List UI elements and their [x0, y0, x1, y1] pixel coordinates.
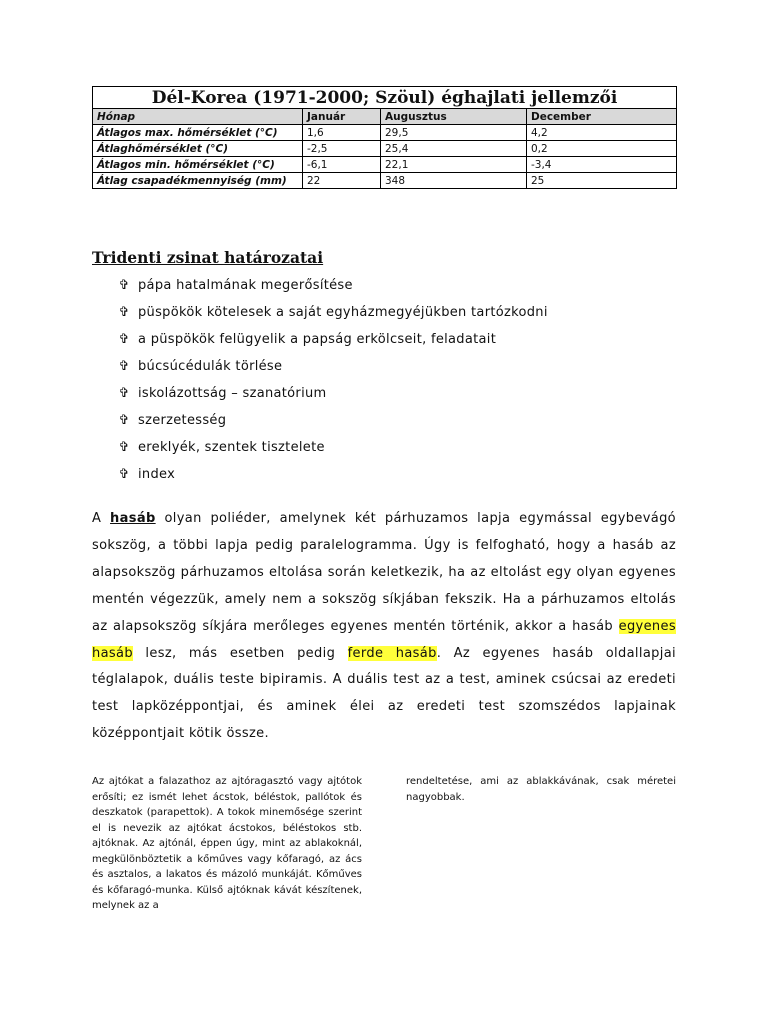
- list-item: [92, 357, 692, 384]
- latin-cross-icon: ✞: [118, 440, 130, 455]
- list-item: [92, 276, 692, 303]
- table-cell: 4,2: [527, 125, 677, 141]
- prism-paragraph: [92, 506, 676, 748]
- table-cell: 25: [527, 173, 677, 189]
- row-label: Átlaghőmérséklet (°C): [93, 141, 303, 157]
- paragraph-text: olyan poliéder, amelynek két párhuzamos lapja egymással egybevágó sokszög, a többi lapja pedig paralelogramma. Úgy is felfogható, hogy a hasáb az alapsokszög párhuzamos eltolása során keletkezik, ha az eltolást egy olyan egyenes mentén végezzük, amely nem a sokszög síkjában fekszik. Ha a párhuzamos eltolás az alapsokszög síkjára merőleges egyenes mentén történik, akkor a hasáb: [92, 511, 676, 634]
- list-item: [92, 465, 692, 492]
- list-item-text: ereklyék, szentek tisztelete: [138, 440, 325, 455]
- header-december: December: [527, 109, 677, 125]
- latin-cross-icon: ✞: [118, 332, 130, 347]
- header-january: Január: [303, 109, 381, 125]
- list-item-text: index: [138, 467, 176, 482]
- table-row: [93, 157, 677, 173]
- table-title: Dél-Korea (1971-2000; Szöul) éghajlati jellemzői: [93, 87, 677, 109]
- list-item-text: szerzetesség: [138, 413, 227, 428]
- table-cell: 348: [381, 173, 527, 189]
- column-left-text: Az ajtókat a falazathoz az ajtóragasztó vagy ajtótok erősíti; ez ismét lehet ácstok, béléstok, pallótok és deszkatok (parapettok). A tokok minemősége szerint el is nevezik az ajtókat ácstokos, béléstokos stb. ajtóknak. Az ajtónál, éppen úgy, mint az ablakoknál, megkülönböztetik a kőműves vagy kőfaragó, az ács és asztalos, a lakatos és mázoló munkáját. Kőműves és kőfaragó-munka. Külső ajtóknak kávát készítenek, melynek az a: [92, 776, 362, 911]
- table-cell: 0,2: [527, 141, 677, 157]
- latin-cross-icon: ✞: [118, 413, 130, 428]
- list-item-text: pápa hatalmának megerősítése: [138, 278, 353, 293]
- table-cell: -3,4: [527, 157, 677, 173]
- latin-cross-icon: ✞: [118, 305, 130, 320]
- paragraph-text: lesz, más esetben pedig: [132, 645, 348, 661]
- row-label: Átlagos min. hőmérséklet (°C): [93, 157, 303, 173]
- table-cell: 22,1: [381, 157, 527, 173]
- table-header-row: [93, 109, 677, 125]
- table-cell: 29,5: [381, 125, 527, 141]
- table-row: [93, 125, 677, 141]
- list-item: [92, 303, 692, 330]
- list-item-text: a püspökök felügyelik a papság erkölcseit, feladatait: [138, 332, 497, 347]
- paragraph-text: . Az egyenes hasáb oldallapjai téglalapok, duális teste bipiramis. A duális test az a test, aminek csúcsai az eredeti test lapközéppontjai, és aminek élei az eredeti test szomszédos lapjainak középpontjait kötik össze.: [92, 645, 676, 742]
- list-item: [92, 438, 692, 465]
- table-cell: -6,1: [303, 157, 381, 173]
- column-right-text: rendeltetése, ami az ablakkávának, csak méretei nagyobbak.: [406, 776, 676, 803]
- latin-cross-icon: ✞: [118, 467, 130, 482]
- list-item-text: püspökök kötelesek a saját egyházmegyéjükben tartózkodni: [138, 305, 548, 320]
- header-august: Augusztus: [381, 109, 527, 125]
- climate-table: [92, 86, 677, 189]
- list-item: [92, 384, 692, 411]
- header-month: Hónap: [93, 109, 303, 125]
- row-label: Átlag csapadékmennyiség (mm): [93, 173, 303, 189]
- table-cell: 25,4: [381, 141, 527, 157]
- list-item: [92, 411, 692, 438]
- highlight-oblique-prism: ferde hasáb: [347, 645, 437, 661]
- table-cell: 22: [303, 173, 381, 189]
- highlight-right-prism: egyenes hasáb: [92, 618, 676, 661]
- paragraph-text: A: [92, 511, 111, 526]
- council-decisions-list: [92, 276, 692, 492]
- list-item: [92, 330, 692, 357]
- list-item-text: búcsúcédulák törlése: [138, 359, 283, 374]
- latin-cross-icon: ✞: [118, 386, 130, 401]
- row-label: Átlagos max. hőmérséklet (°C): [93, 125, 303, 141]
- latin-cross-icon: ✞: [118, 278, 130, 293]
- table-cell: 1,6: [303, 125, 381, 141]
- term-hasab: hasáb: [110, 511, 156, 526]
- latin-cross-icon: ✞: [118, 359, 130, 374]
- table-title-row: [93, 87, 677, 109]
- section-heading: Tridenti zsinat határozatai: [92, 248, 324, 267]
- table-cell: -2,5: [303, 141, 381, 157]
- table-row: [93, 141, 677, 157]
- list-item-text: iskolázottság – szanatórium: [138, 386, 327, 401]
- table-row: [93, 173, 677, 189]
